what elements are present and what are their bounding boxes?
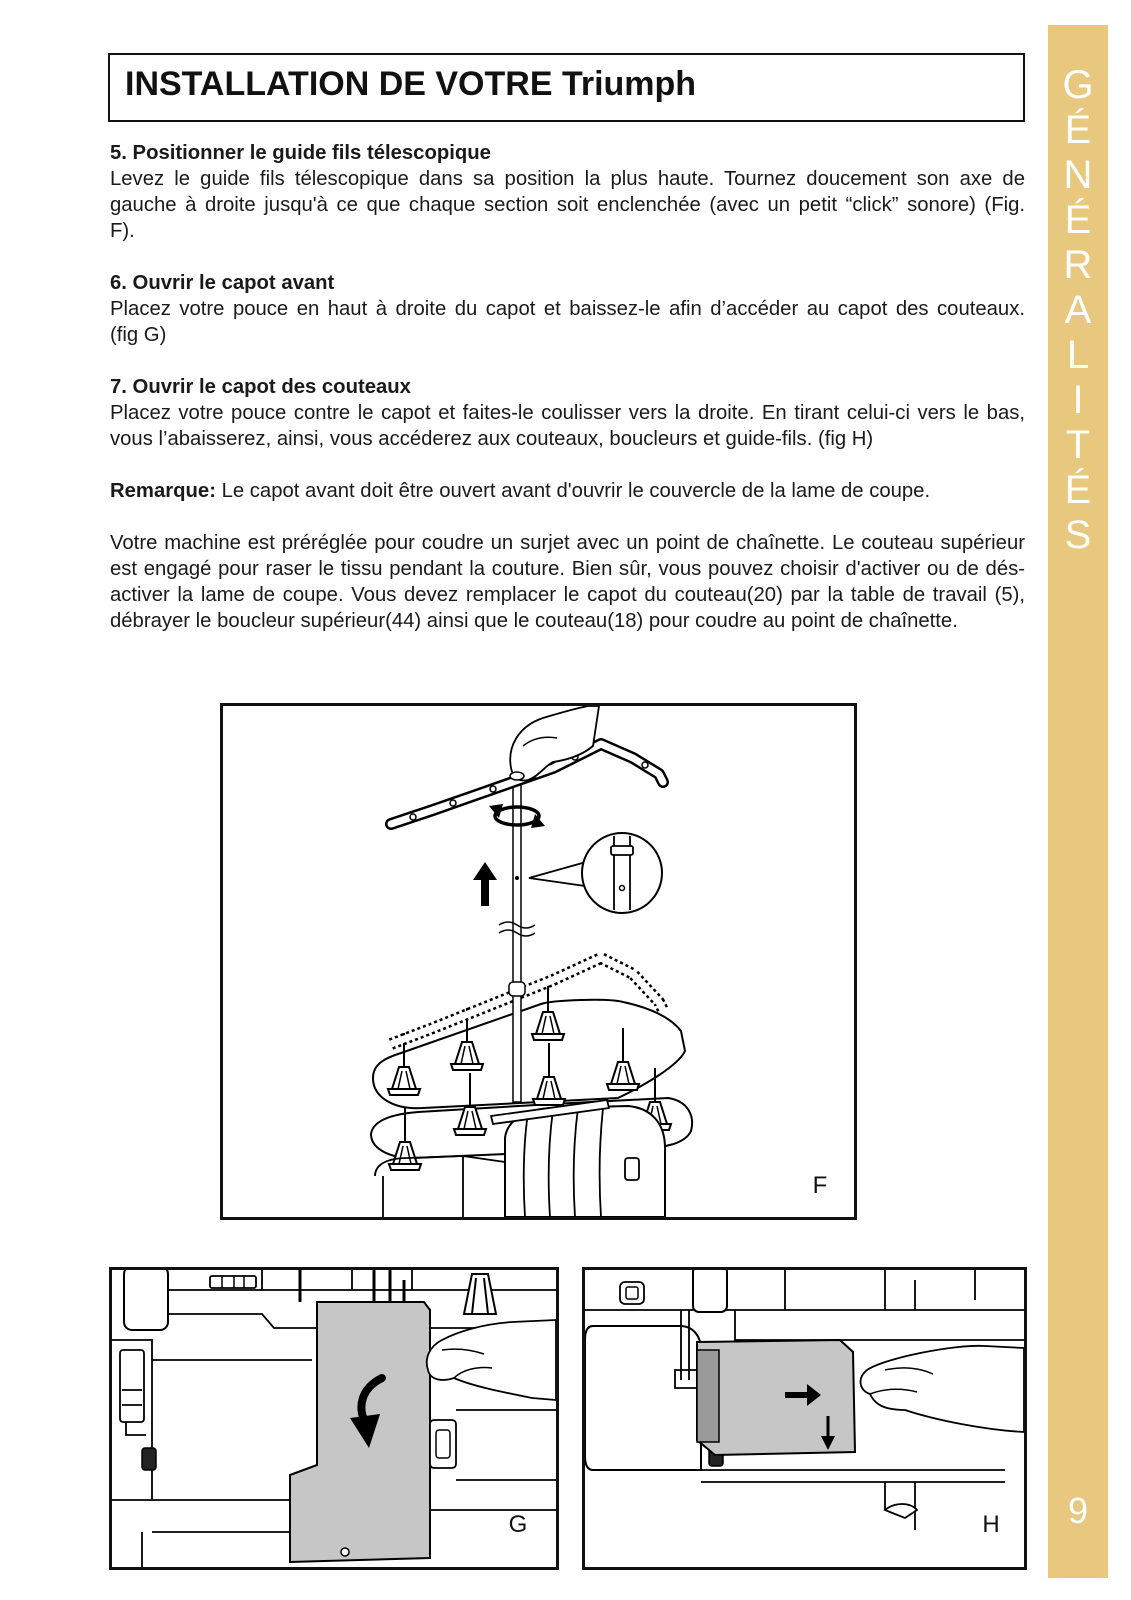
section-heading: 5. Positionner le guide fils télescopique <box>110 142 491 164</box>
sidebar-letter: G <box>1062 63 1094 107</box>
spool-cone-top <box>464 1274 496 1314</box>
section-sidebar <box>1048 25 1108 1578</box>
pole-hole <box>515 876 519 880</box>
text-line: est engagé pour raser le tissu pendant la couture. Bien sûr, vous pouvez choisir d'activer ou de dés- <box>110 558 1025 580</box>
figure-f <box>220 703 857 1220</box>
settings-paragraph <box>110 530 1025 634</box>
lower-rails <box>701 1470 1005 1530</box>
figure-f-illustration <box>223 706 854 1217</box>
text-line: F). <box>110 220 135 242</box>
figure-label: F <box>812 1172 828 1199</box>
knife-cover-edge <box>697 1350 719 1442</box>
telescopic-pole <box>513 780 521 1102</box>
note-label: Remarque: <box>110 480 216 502</box>
hand <box>861 1346 1024 1432</box>
pole-collar <box>509 982 525 996</box>
sidebar-letter: S <box>1064 513 1092 557</box>
text-line: (fig G) <box>110 324 167 346</box>
sidebar-letter: É <box>1064 108 1092 152</box>
figure-h-illustration <box>585 1270 1024 1567</box>
sidebar-letter: N <box>1063 153 1093 197</box>
section-heading: 7. Ouvrir le capot des couteaux <box>110 376 411 398</box>
sidebar-letter: A <box>1064 288 1092 332</box>
handwheel <box>124 1270 168 1330</box>
cover-screw <box>341 1548 349 1556</box>
text-line: Placez votre pouce contre le capot et faites-le coulisser vers la droite. En tirant celui-ci vers le bas, <box>110 402 1025 424</box>
machine-left-body <box>585 1326 701 1470</box>
figure-h <box>582 1267 1027 1570</box>
sidebar-letter: R <box>1063 243 1093 287</box>
looper-detail <box>885 1504 917 1518</box>
text-line: Placez votre pouce en haut à droite du capot et baissez-le afin d’accéder au capot des couteaux. <box>110 298 1025 320</box>
square-knob-inner <box>626 1287 638 1299</box>
section-5 <box>110 140 1025 244</box>
needle-bar <box>120 1350 144 1422</box>
section-6 <box>110 270 1025 348</box>
text-line: Levez le guide fils télescopique dans sa position la plus haute. Tournez doucement son axe de <box>110 168 1025 190</box>
sidebar-letter: L <box>1066 333 1090 377</box>
machine-knob <box>142 1448 156 1470</box>
text-line: Votre machine est préréglée pour coudre un surjet avec un point de chaînette. Le couteau supérieur <box>110 532 1025 554</box>
magnifier-pointer <box>529 862 586 886</box>
body-text <box>110 140 1025 660</box>
title-box <box>108 53 1025 122</box>
page-title: INSTALLATION DE VOTRE Triumph <box>125 65 697 103</box>
figure-label: H <box>982 1511 1000 1538</box>
figure-label: G <box>508 1511 528 1538</box>
note-text: Le capot avant doit être ouvert avant d'ouvrir le couvercle de la lame de coupe. <box>221 480 931 502</box>
figure-g-illustration <box>112 1270 556 1567</box>
side-knob-inner <box>436 1430 450 1458</box>
text-line: activer la lame de coupe. Vous devez remplacer le capot du couteau(20) par la table de travail (5), <box>110 584 1025 606</box>
machine-knob <box>625 1158 639 1180</box>
sidebar-letter: É <box>1064 198 1092 242</box>
note <box>110 478 1025 504</box>
page-number: 9 <box>1067 1490 1089 1531</box>
handwheel <box>693 1270 727 1312</box>
slot-detail <box>210 1276 256 1288</box>
text-line: gauche à droite jusqu'à ce que chaque section soit enclenchée (avec un petit “click” sonore) (Fig. <box>110 194 1025 216</box>
sidebar-letter: I <box>1072 378 1084 422</box>
figure-g <box>109 1267 559 1570</box>
text-line: débrayer le boucleur supérieur(44) ainsi que le couteau(18) pour coudre au point de chaînette. <box>110 610 958 632</box>
pole-top-cap <box>510 772 524 780</box>
machine-top <box>505 1106 665 1217</box>
up-arrow-icon <box>473 862 497 906</box>
sidebar-vertical-title <box>1048 63 1108 558</box>
section-7 <box>110 374 1025 452</box>
section-heading: 6. Ouvrir le capot avant <box>110 272 335 294</box>
text-line: vous l’abaisserez, ainsi, vous accéderez aux couteaux, boucleurs et guide-fils. (fig H) <box>110 428 874 450</box>
hand <box>427 1320 556 1400</box>
sidebar-letter: T <box>1065 423 1091 467</box>
sidebar-letter: É <box>1064 468 1092 512</box>
